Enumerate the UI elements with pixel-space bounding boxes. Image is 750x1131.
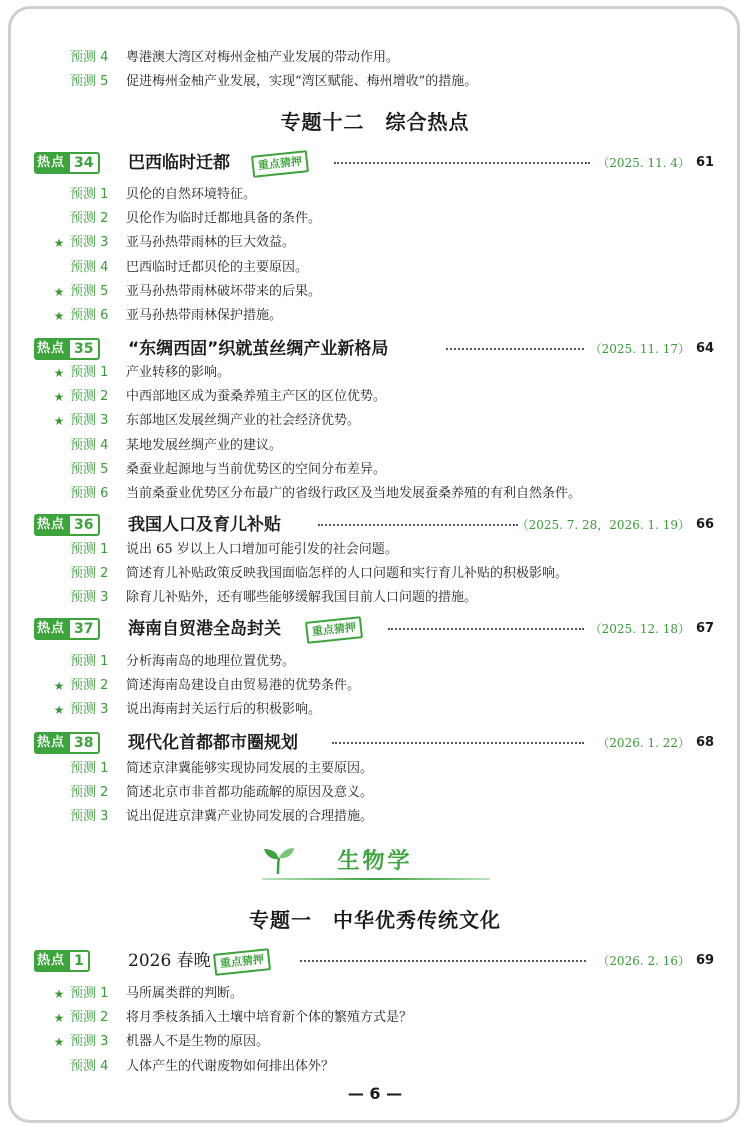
prediction-text: 某地发展丝绸产业的建议。 xyxy=(126,437,283,453)
hot-badge-number: 34 xyxy=(68,152,99,174)
star-icon: ★ xyxy=(53,414,65,429)
leader-dots xyxy=(388,628,584,630)
prediction-item xyxy=(0,386,750,408)
prediction-text: 亚马孙热带雨林保护措施。 xyxy=(126,308,283,323)
star-icon: ★ xyxy=(53,987,65,1001)
prediction-label: 预测 2 xyxy=(70,1010,109,1026)
priority-stamp: 重点猜押 xyxy=(305,616,363,644)
prediction-label: 预测 5 xyxy=(70,74,109,90)
star-icon: ★ xyxy=(53,390,65,405)
section-title-1: 专题一 中华优秀传统文化 xyxy=(249,908,501,932)
prediction-item xyxy=(0,699,750,721)
hot-topic-1[interactable] xyxy=(0,948,750,976)
prediction-text: 产业转移的影响。 xyxy=(126,365,231,380)
prediction-label: 预测 1 xyxy=(70,761,109,776)
leader-dots xyxy=(318,524,518,526)
leader-dots xyxy=(300,960,586,962)
priority-stamp: 重点猜押 xyxy=(213,948,271,976)
prediction-label: 预测 2 xyxy=(70,566,109,582)
star-icon: ★ xyxy=(53,309,65,323)
prediction-item xyxy=(0,758,750,780)
hot-badge xyxy=(34,152,100,174)
prediction-text: 简述海南岛建设自由贸易港的优势条件。 xyxy=(126,678,361,694)
hot-topic-page[interactable]: 64 xyxy=(696,341,715,356)
subject-underline xyxy=(262,878,490,880)
hot-badge-number: 38 xyxy=(68,732,99,754)
star-icon: ★ xyxy=(53,1035,65,1050)
prediction-item xyxy=(0,459,750,481)
hot-topic-page[interactable]: 67 xyxy=(696,621,715,636)
hot-badge-number: 37 xyxy=(68,618,99,640)
prediction-item xyxy=(0,232,750,254)
page-number: — 6 — xyxy=(347,1084,403,1103)
hot-topic-title: 现代化首都都市圈规划 xyxy=(128,733,298,753)
prediction-text: 粤港澳大湾区对梅州金柚产业发展的带动作用。 xyxy=(126,50,400,65)
hot-topic-date: （2025. 11. 17） xyxy=(589,342,690,356)
prediction-text: 巴西临时迁都贝伦的主要原因。 xyxy=(126,259,309,275)
prediction-text: 说出海南封关运行后的积极影响。 xyxy=(126,702,322,718)
hot-badge-label: 热点 xyxy=(34,950,68,972)
prediction-label: 预测 3 xyxy=(70,413,109,429)
leader-dots xyxy=(332,742,584,744)
prediction-label: 预测 3 xyxy=(70,1034,109,1050)
star-icon: ★ xyxy=(53,1011,65,1026)
prediction-text: 分析海南岛的地理位置优势。 xyxy=(126,654,296,669)
prediction-item xyxy=(0,257,750,279)
hot-badge xyxy=(34,618,100,640)
hot-badge-label: 热点 xyxy=(34,618,68,640)
subject-name: 生物学 xyxy=(337,849,413,874)
prediction-text: 简述育儿补贴政策反映我国面临怎样的人口问题和实行育儿补贴的积极影响。 xyxy=(126,566,569,582)
prediction-text: 亚马孙热带雨林破坏带来的后果。 xyxy=(126,283,322,299)
priority-stamp: 重点猜押 xyxy=(251,150,309,178)
prediction-item xyxy=(0,362,750,384)
prediction-item xyxy=(0,435,750,457)
hot-topic-title: 2026 春晚 xyxy=(128,951,211,971)
prediction-text: 机器人不是生物的原因。 xyxy=(126,1034,270,1050)
hot-badge-number: 35 xyxy=(68,338,99,360)
prediction-text: 简述京津冀能够实现协同发展的主要原因。 xyxy=(126,761,374,776)
hot-topic-date: （2026. 1. 22） xyxy=(597,736,690,750)
hot-badge xyxy=(34,732,100,754)
prediction-item xyxy=(0,1056,750,1078)
hot-topic-34[interactable] xyxy=(0,150,750,178)
prediction-item xyxy=(0,983,750,1005)
prediction-label: 预测 5 xyxy=(70,283,109,299)
hot-badge-label: 热点 xyxy=(34,338,68,360)
prediction-text: 简述北京市非首都功能疏解的原因及意义。 xyxy=(126,785,374,801)
hot-badge-number: 36 xyxy=(68,514,99,536)
hot-badge xyxy=(34,338,100,360)
prediction-item xyxy=(0,71,750,93)
prediction-label: 预测 3 xyxy=(70,702,109,718)
prediction-item xyxy=(0,806,750,828)
prediction-label: 预测 3 xyxy=(70,809,109,825)
hot-topic-page[interactable]: 61 xyxy=(696,155,715,170)
prediction-text: 将月季枝条插入土壤中培育新个体的繁殖方式是？ xyxy=(126,1010,413,1026)
prediction-item xyxy=(0,675,750,697)
prediction-text: 亚马孙热带雨林的巨大效益。 xyxy=(126,235,296,251)
prediction-label: 预测 4 xyxy=(70,437,109,453)
prediction-label: 预测 1 xyxy=(70,986,109,1001)
prediction-label: 预测 6 xyxy=(70,486,109,501)
hot-topic-title: 巴西临时迁都 xyxy=(128,153,230,173)
prediction-text: 中西部地区成为蚕桑养殖主产区的区位优势。 xyxy=(126,389,387,405)
prediction-label: 预测 1 xyxy=(70,365,109,380)
prediction-item xyxy=(0,563,750,585)
prediction-text: 促进梅州金柚产业发展，实现“湾区赋能、梅州增收”的措施。 xyxy=(126,74,478,90)
prediction-label: 预测 4 xyxy=(70,1058,109,1074)
prediction-label: 预测 2 xyxy=(70,785,109,801)
prediction-item xyxy=(0,208,750,230)
prediction-item xyxy=(0,281,750,303)
leader-dots xyxy=(446,348,584,350)
hot-badge-label: 热点 xyxy=(34,514,68,536)
star-icon: ★ xyxy=(53,284,65,299)
star-icon: ★ xyxy=(53,703,65,718)
hot-badge xyxy=(34,514,100,536)
prediction-item xyxy=(0,587,750,609)
prediction-item xyxy=(0,539,750,561)
prediction-text: 东部地区发展丝绸产业的社会经济优势。 xyxy=(126,413,361,429)
prediction-label: 预测 1 xyxy=(70,654,109,669)
prediction-text: 贝伦的自然环境特征。 xyxy=(126,187,257,202)
prediction-label: 预测 6 xyxy=(70,308,109,323)
prediction-label: 预测 2 xyxy=(70,389,109,405)
hot-topic-38[interactable] xyxy=(0,730,750,758)
prediction-label: 预测 1 xyxy=(70,542,109,557)
hot-topic-35[interactable] xyxy=(0,336,750,364)
prediction-item xyxy=(0,1031,750,1053)
hot-topic-title: 海南自贸港全岛封关 xyxy=(128,619,281,639)
section-title-12: 专题十二 综合热点 xyxy=(280,110,470,134)
prediction-item xyxy=(0,782,750,804)
prediction-label: 预测 2 xyxy=(70,211,109,227)
star-icon: ★ xyxy=(53,236,65,251)
prediction-text: 除育儿补贴外，还有哪些能够缓解我国目前人口问题的措施。 xyxy=(126,590,478,606)
prediction-text: 桑蚕业起源地与当前优势区的空间分布差异。 xyxy=(126,461,387,477)
prediction-label: 预测 3 xyxy=(70,590,109,606)
star-icon: ★ xyxy=(53,366,65,380)
hot-topic-title: “东绸西固”织就茧丝绸产业新格局 xyxy=(128,339,389,359)
prediction-text: 说出促进京津冀产业协同发展的合理措施。 xyxy=(126,809,374,825)
hot-topic-page[interactable]: 68 xyxy=(696,735,715,750)
prediction-label: 预测 4 xyxy=(70,259,109,275)
prediction-text: 当前桑蚕业优势区分布最广的省级行政区及当地发展蚕桑养殖的有利自然条件。 xyxy=(126,486,582,501)
hot-topic-37[interactable] xyxy=(0,616,750,644)
subject-header xyxy=(0,842,750,882)
prediction-item xyxy=(0,47,750,69)
hot-topic-date: （2025. 11. 4） xyxy=(597,156,690,170)
hot-topic-date: （2025. 7. 28，2026. 1. 19） xyxy=(516,518,690,532)
prediction-item xyxy=(0,651,750,673)
prediction-label: 预测 5 xyxy=(70,461,109,477)
prediction-label: 预测 1 xyxy=(70,187,109,202)
prediction-item xyxy=(0,410,750,432)
hot-topic-page[interactable]: 66 xyxy=(696,517,715,532)
hot-topic-date: （2026. 2. 16） xyxy=(597,954,690,968)
hot-topic-36[interactable] xyxy=(0,512,750,540)
prediction-label: 预测 4 xyxy=(70,50,109,65)
leader-dots xyxy=(334,162,590,164)
prediction-label: 预测 2 xyxy=(70,678,109,694)
hot-badge-label: 热点 xyxy=(34,732,68,754)
hot-topic-title: 我国人口及育儿补贴 xyxy=(128,515,281,535)
prediction-label: 预测 3 xyxy=(70,235,109,251)
star-icon: ★ xyxy=(53,679,65,694)
hot-topic-page[interactable]: 69 xyxy=(696,953,715,968)
prediction-text: 马所属类群的判断。 xyxy=(126,986,244,1001)
prediction-item xyxy=(0,1007,750,1029)
hot-badge xyxy=(34,950,90,972)
prediction-text: 贝伦作为临时迁都地具备的条件。 xyxy=(126,211,322,227)
hot-topic-date: （2025. 12. 18） xyxy=(589,622,690,636)
prediction-item xyxy=(0,305,750,327)
hot-badge-label: 热点 xyxy=(34,152,68,174)
prediction-item xyxy=(0,483,750,505)
prediction-item xyxy=(0,184,750,206)
prediction-text: 说出 65 岁以上人口增加可能引发的社会问题。 xyxy=(126,542,398,557)
hot-badge-number: 1 xyxy=(68,950,90,972)
prediction-text: 人体产生的代谢废物如何排出体外？ xyxy=(126,1058,335,1074)
